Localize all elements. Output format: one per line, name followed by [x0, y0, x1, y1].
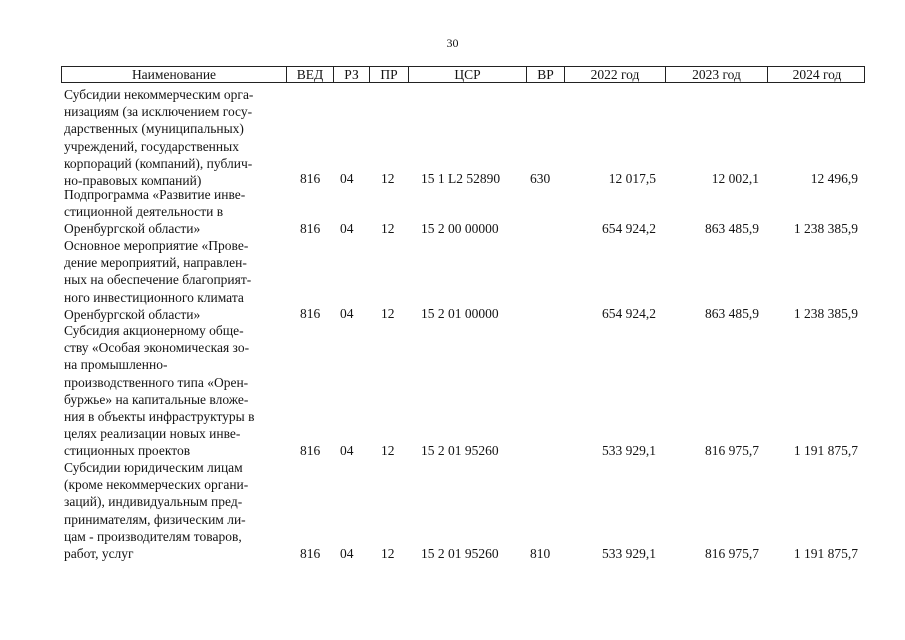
row-csr: 15 1 L2 52890: [421, 171, 501, 186]
row-2022: 12 017,5: [608, 171, 656, 186]
header-rz: РЗ: [334, 67, 370, 82]
row-ved: 816: [300, 443, 321, 458]
row-rz: 04: [340, 546, 354, 561]
row-2024: 1 191 875,7: [793, 443, 858, 458]
row-csr: 15 2 00 00000: [421, 221, 499, 236]
row-2024: 1 238 385,9: [793, 221, 858, 236]
row-ved: 816: [300, 306, 321, 321]
row-pr: 12: [381, 171, 395, 186]
header-2023: 2023 год: [666, 67, 768, 82]
header-csr: ЦСР: [409, 67, 527, 82]
row-vr: 810: [530, 546, 551, 561]
row-ved: 816: [300, 546, 321, 561]
row-2024: 1 238 385,9: [793, 306, 858, 321]
header-pr: ПР: [370, 67, 409, 82]
row-csr: 15 2 01 00000: [421, 306, 499, 321]
row-pr: 12: [381, 221, 395, 236]
row-rz: 04: [340, 306, 354, 321]
row-2023: 863 485,9: [705, 221, 759, 236]
row-name: Подпрограмма «Развитие инве- стиционной деятельности в Оренбургской области»: [64, 187, 246, 237]
row-pr: 12: [381, 546, 395, 561]
row-ved: 816: [300, 221, 321, 236]
row-rz: 04: [340, 221, 354, 236]
row-rz: 04: [340, 171, 354, 186]
row-2024: 12 496,9: [810, 171, 858, 186]
row-pr: 12: [381, 306, 395, 321]
row-2023: 816 975,7: [705, 546, 759, 561]
row-name: Субсидия акционерному обще- ству «Особая экономическая зо- на промышленно- производственного типа «Орен- буржье» на капитальные вложе- ния в объекты инфраструктуры в целях реализации новых инве- стиционных проектов: [64, 323, 255, 459]
page-number: 30: [446, 36, 459, 50]
row-2022: 533 929,1: [602, 443, 656, 458]
row-name: Субсидии некоммерческим орга- низациям (за исключением госу- дарственных (муниципальных) учреждений, государственных корпораций (компаний), публич- но-правовых компаний): [64, 87, 254, 189]
row-2022: 654 924,2: [602, 221, 656, 236]
row-ved: 816: [300, 171, 321, 186]
row-2023: 12 002,1: [711, 171, 759, 186]
row-2022: 654 924,2: [602, 306, 656, 321]
row-name: Субсидии юридическим лицам (кроме некоммерческих органи- заций), индивидуальным пред- принимателям, физическим ли- цам - производителям товаров, работ, услуг: [64, 460, 249, 562]
header-2022: 2022 год: [565, 67, 666, 82]
row-name: Основное мероприятие «Прове- дение мероприятий, направлен- ных на обеспечение благоприят- ного инвестиционного климата Оренбургской области»: [64, 238, 252, 322]
row-vr: 630: [530, 171, 551, 186]
header-name: Наименование: [62, 67, 287, 82]
table-header: [61, 66, 865, 83]
row-csr: 15 2 01 95260: [421, 443, 499, 458]
row-2022: 533 929,1: [602, 546, 656, 561]
row-2023: 816 975,7: [705, 443, 759, 458]
row-pr: 12: [381, 443, 395, 458]
row-2024: 1 191 875,7: [793, 546, 858, 561]
row-rz: 04: [340, 443, 354, 458]
header-vr: ВР: [527, 67, 565, 82]
row-2023: 863 485,9: [705, 306, 759, 321]
header-2024: 2024 год: [792, 67, 842, 82]
row-csr: 15 2 01 95260: [421, 546, 499, 561]
header-ved: ВЕД: [287, 67, 334, 82]
